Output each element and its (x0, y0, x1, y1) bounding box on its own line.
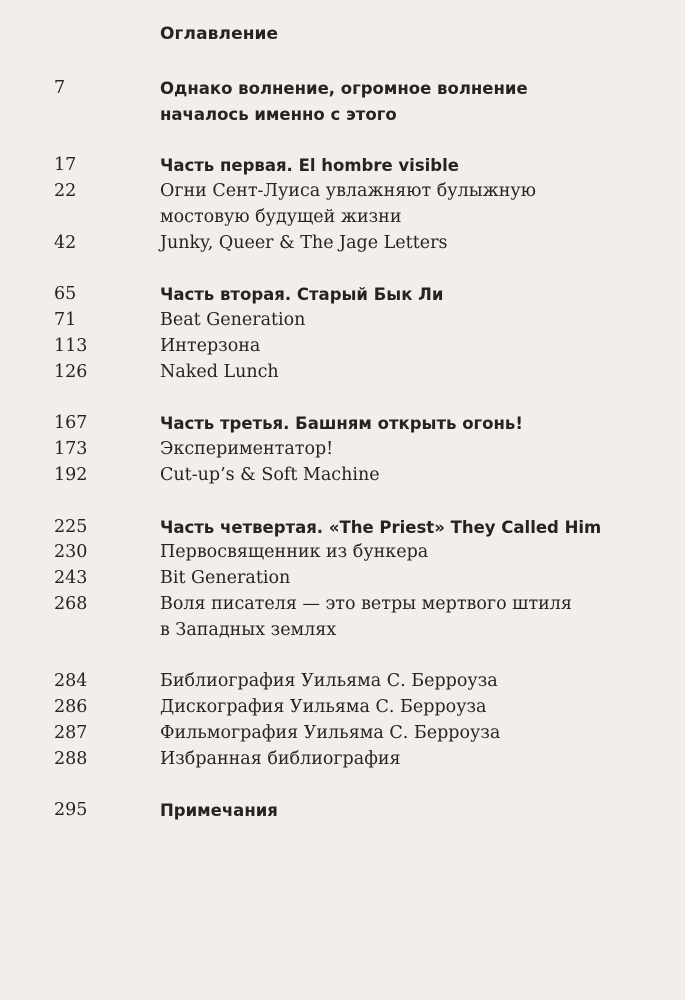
toc-entry-title: Интерзона (160, 335, 261, 356)
section-gap (0, 489, 685, 515)
toc-page-number: 230 (54, 542, 88, 563)
toc-entry (0, 437, 685, 463)
toc-entry-title: Beat Generation (160, 310, 306, 331)
toc-entry-title: Библиография Уильяма С. Берроуза (160, 671, 498, 692)
toc-page-number: 71 (54, 310, 77, 331)
section-gap (0, 257, 685, 283)
toc-entry-title: Первосвященник из бункера (160, 542, 429, 563)
toc-entry (0, 515, 685, 541)
toc-entry (0, 747, 685, 773)
toc-page-number: 295 (54, 800, 88, 821)
toc-entry-title: Часть третья. Башням открыть огонь! (160, 414, 523, 434)
toc-entry (0, 179, 685, 231)
toc-entry-title: Дискография Уильяма С. Берроуза (160, 697, 487, 718)
toc-entry-title: Экспериментатор! (160, 439, 334, 460)
section-gap (0, 128, 685, 154)
table-of-contents (0, 76, 685, 824)
toc-entry-title: Naked Lunch (160, 361, 279, 382)
toc-page-number: 65 (54, 284, 77, 305)
toc-entry (0, 153, 685, 179)
toc-page-number: 113 (54, 335, 88, 356)
toc-page-number: 192 (54, 464, 88, 485)
toc-entry-title: Bit Generation (160, 568, 291, 589)
toc-page-number: 268 (54, 593, 88, 614)
toc-entry-title: Часть вторая. Старый Бык Ли (160, 285, 444, 305)
toc-entry (0, 592, 685, 644)
toc-page-number: 17 (54, 155, 77, 176)
toc-page-number: 7 (54, 78, 66, 98)
toc-entry-title: Воля писателя — это ветры мертвого штиля в Западных землях (160, 593, 572, 640)
toc-entry (0, 798, 685, 824)
toc-entry-title: Примечания (160, 801, 278, 821)
toc-page-number: 22 (54, 181, 77, 202)
toc-page-number: 243 (54, 568, 88, 589)
toc-entry (0, 411, 685, 437)
toc-page-number: 225 (54, 516, 88, 537)
section-gap (0, 386, 685, 412)
toc-page-number: 284 (54, 671, 88, 692)
toc-entry (0, 721, 685, 747)
toc-entry-title: Cut-up’s & Soft Machine (160, 464, 380, 485)
toc-page-number: 287 (54, 722, 88, 743)
toc-entry (0, 463, 685, 489)
toc-entry-title: Однако волнение, огромное волнение началось именно с этого (160, 79, 528, 124)
toc-page-number: 42 (54, 232, 77, 253)
toc-entry-title: Избранная библиография (160, 748, 401, 769)
toc-entry (0, 76, 685, 128)
toc-entry-title: Огни Сент-Луиса увлажняют булыжную мостовую будущей жизни (160, 181, 536, 227)
section-gap (0, 644, 685, 670)
toc-page-number: 288 (54, 748, 88, 769)
toc-page-number: 126 (54, 361, 88, 382)
toc-entry-title: Junky, Queer & The Jage Letters (160, 232, 448, 253)
toc-entry-title: Часть четвертая. «The Priest» They Called Him (160, 517, 602, 537)
toc-entry (0, 282, 685, 308)
toc-entry (0, 231, 685, 257)
toc-entry-title: Часть первая. El hombre visible (160, 156, 459, 176)
toc-page-number: 167 (54, 413, 88, 434)
toc-entry (0, 360, 685, 386)
toc-entry (0, 334, 685, 360)
toc-entry (0, 540, 685, 566)
page-title: Оглавление (160, 24, 279, 44)
section-gap (0, 773, 685, 799)
toc-page-number: 173 (54, 439, 88, 460)
toc-entry-title: Фильмография Уильяма С. Берроуза (160, 722, 501, 743)
toc-entry (0, 695, 685, 721)
toc-page-number: 286 (54, 697, 88, 718)
toc-entry (0, 669, 685, 695)
toc-entry (0, 308, 685, 334)
toc-entry (0, 566, 685, 592)
